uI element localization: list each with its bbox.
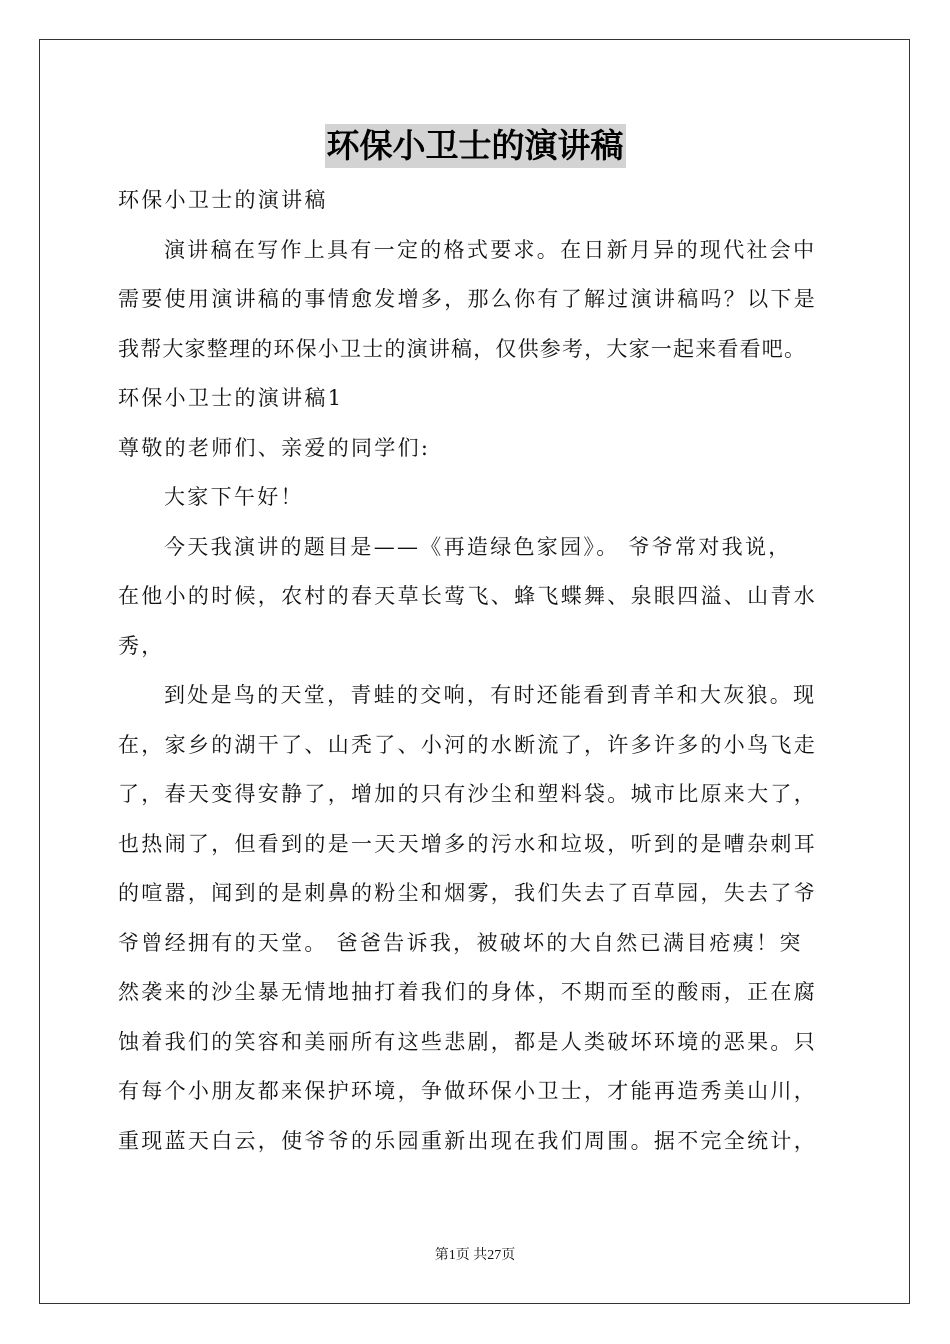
greeting-line: 大家下午好！ — [164, 485, 304, 509]
paragraph-line: 演讲稿在写作上具有一定的格式要求。在日新月异的现代社会中 — [164, 237, 817, 262]
paragraph-line: 秀， — [118, 633, 165, 658]
page-title: 环保小卫士的演讲稿 — [325, 124, 626, 168]
paragraph-line: 爷曾经拥有的天堂。 爸爸告诉我，被破坏的大自然已满目疮痍！突 — [118, 930, 803, 955]
paragraph-line: 在他小的时候，农村的春天草长莺飞、蜂飞蝶舞、泉眼四溢、山青水 — [118, 584, 817, 608]
subtitle-line: 环保小卫士的演讲稿 — [118, 188, 328, 212]
paragraph-line: 今天我演讲的题目是——《再造绿色家园》。 爷爷常对我说， — [164, 534, 792, 559]
paragraph-line: 蚀着我们的笑容和美丽所有这些悲剧，都是人类破坏环境的恶果。只 — [118, 1029, 817, 1054]
section-heading: 环保小卫士的演讲稿1 — [118, 386, 344, 410]
paragraph-line: 有每个小朋友都来保护环境，争做环保小卫士，才能再造秀美山川， — [118, 1079, 817, 1103]
paragraph-line: 我帮大家整理的环保小卫士的演讲稿，仅供参考，大家一起来看看吧。 — [118, 336, 807, 361]
title-container — [0, 124, 950, 168]
paragraph-line: 的喧嚣，闻到的是刺鼻的粉尘和烟雾，我们失去了百草园，失去了爷 — [118, 881, 817, 905]
paragraph-line: 需要使用演讲稿的事情愈发增多，那么你有了解过演讲稿吗？以下是 — [118, 287, 817, 311]
paragraph-line: 然袭来的沙尘暴无情地抽打着我们的身体，不期而至的酸雨，正在腐 — [118, 980, 817, 1004]
document-body — [118, 176, 848, 1166]
paragraph-line: 了，春天变得安静了，增加的只有沙尘和塑料袋。城市比原来大了， — [118, 782, 817, 806]
salutation-line: 尊敬的老师们、亲爱的同学们: — [118, 435, 431, 460]
paragraph-line: 重现蓝天白云，使爷爷的乐园重新出现在我们周围。据不完全统计， — [118, 1128, 817, 1153]
page-number-footer: 第1页 共27页 — [434, 1248, 516, 1263]
paragraph-line: 也热闹了，但看到的是一天天增多的污水和垃圾，听到的是嘈杂刺耳 — [118, 831, 817, 856]
paragraph-line: 到处是鸟的天堂，青蛙的交响，有时还能看到青羊和大灰狼。现 — [164, 683, 817, 707]
paragraph-line: 在，家乡的湖干了、山秃了、小河的水断流了，许多许多的小鸟飞走 — [118, 732, 817, 757]
